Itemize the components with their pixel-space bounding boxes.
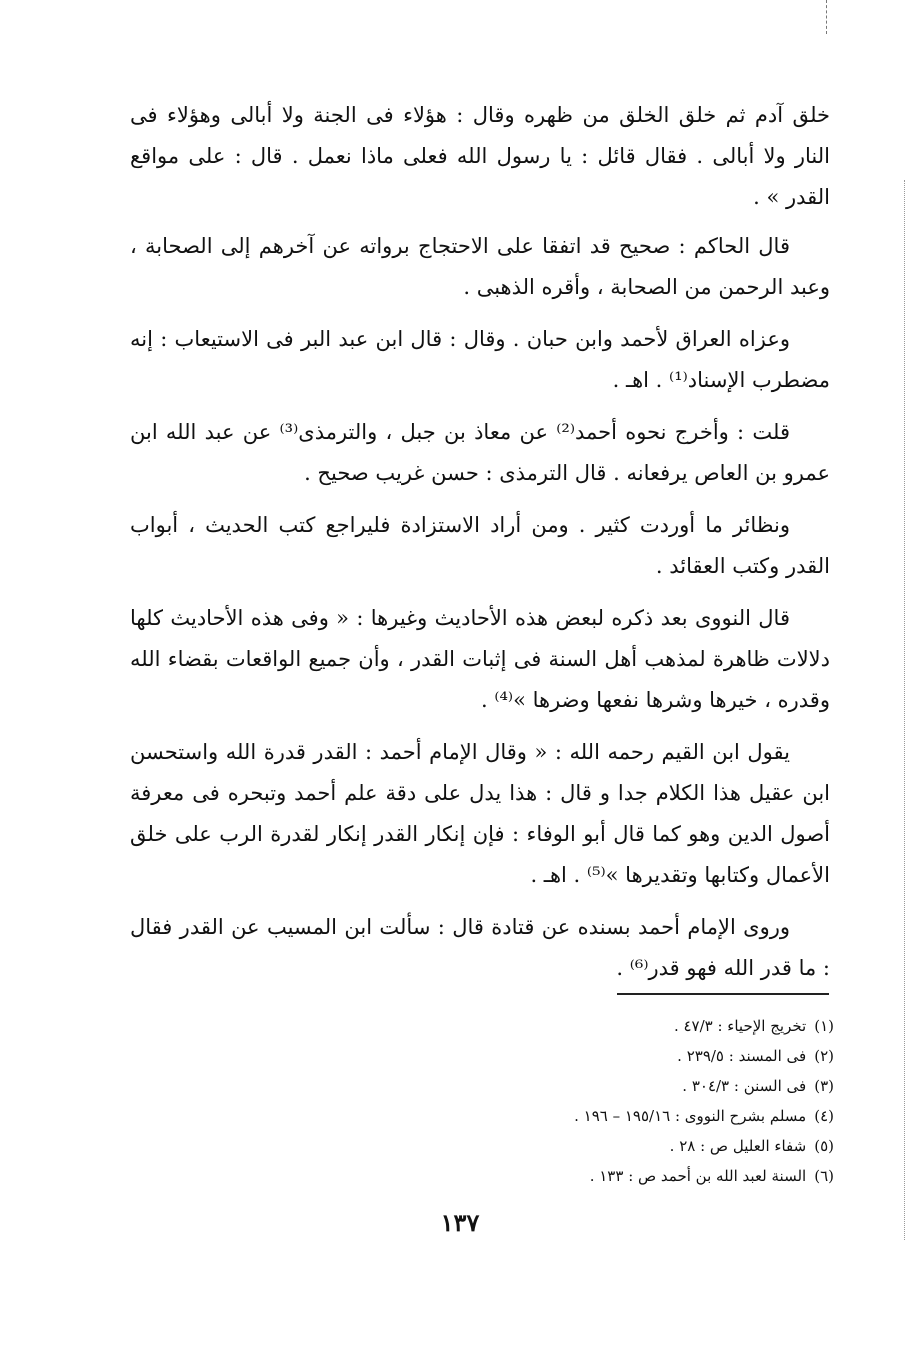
paragraph-1: خلق آدم ثم خلق الخلق من ظهره وقال : هؤلاء فى الجنة ولا أبالى وهؤلاء فى النار ولا أبالى . فقال قائل : يا رسول الله فعلى ماذا نعمل . قال : على مواقع القدر » .	[130, 103, 830, 209]
footnote-1	[430, 1011, 834, 1041]
paragraph-8: وروى الإمام أحمد بسنده عن قتادة قال : سألت ابن المسيب عن القدر فقال : ما قدر الله فهو قدر⁽⁶⁾ .	[130, 915, 830, 980]
footnote-number: (١)	[814, 1017, 834, 1035]
footnote-text: فى السنن : ٣٠٤/٣ .	[682, 1077, 807, 1095]
crop-mark	[826, 0, 828, 34]
footnote-4	[430, 1101, 834, 1131]
footnote-number: (٥)	[814, 1137, 834, 1155]
paragraph-6: قال النووى بعد ذكره لبعض هذه الأحاديث وغيرها : « وفى هذه الأحاديث كلها دلالات ظاهرة لمذهب أهل السنة فى إثبات القدر ، وأن جميع الواقعات بقضاء الله وقدره ، خيرها وشرها نفعها وضرها »⁽⁴⁾ .	[130, 606, 830, 712]
footnote-number: (٦)	[814, 1167, 834, 1185]
crop-mark-edge	[904, 180, 906, 1240]
footnote-number: (٤)	[814, 1107, 834, 1125]
paragraph-7: يقول ابن القيم رحمه الله : « وقال الإمام أحمد : القدر قدرة الله واستحسن ابن عقيل هذا الكلام جدا و قال : هذا يدل على دقة علم أحمد وتبحره فى معرفة أصول الدين وهو كما قال أبو الوفاء : فإن إنكار القدر إنكار لقدرة الرب على خلق الأعمال وكتابها وتقديرها »⁽⁵⁾ . اهـ .	[130, 740, 830, 887]
footnote-text: فى المسند : ٢٣٩/٥ .	[677, 1047, 807, 1065]
footnote-number: (٢)	[814, 1047, 834, 1065]
page-number: ١٣٧	[440, 1208, 480, 1237]
footnote-2	[430, 1041, 834, 1071]
footnotes	[430, 1011, 834, 1191]
footnote-3	[430, 1071, 834, 1101]
footnote-text: السنة لعبد الله بن أحمد ص : ١٣٣ .	[589, 1167, 807, 1185]
footnote-text: مسلم بشرح النووى : ١٩٥/١٦ – ١٩٦ .	[574, 1107, 807, 1125]
main-text	[130, 95, 830, 1000]
paragraph-4: قلت : وأخرج نحوه أحمد⁽²⁾ عن معاذ بن جبل ، والترمذى⁽³⁾ عن عبد الله ابن عمرو بن العاص يرفعانه . قال الترمذى : حسن غريب صحيح .	[130, 420, 830, 485]
footnote-text: تخريج الإحياء : ٤٧/٣ .	[673, 1017, 807, 1035]
paragraph-2: قال الحاكم : صحيح قد اتفقا على الاحتجاج برواته عن آخرهم إلى الصحابة ، وعبد الرحمن من الصحابة ، وأقره الذهبى .	[130, 234, 830, 299]
footnote-text: شفاء العليل ص : ٢٨ .	[669, 1137, 807, 1155]
footnote-number: (٣)	[814, 1077, 834, 1095]
paragraph-3: وعزاه العراق لأحمد وابن حبان . وقال : قال ابن عبد البر فى الاستيعاب : إنه مضطرب الإسناد⁽¹⁾ . اهـ .	[130, 327, 830, 392]
footnote-separator	[617, 993, 829, 995]
paragraph-5: ونظائر ما أوردت كثير . ومن أراد الاستزادة فليراجع كتب الحديث ، أبواب القدر وكتب العقائد .	[130, 513, 830, 578]
footnote-6	[430, 1161, 834, 1191]
footnote-5	[430, 1131, 834, 1161]
